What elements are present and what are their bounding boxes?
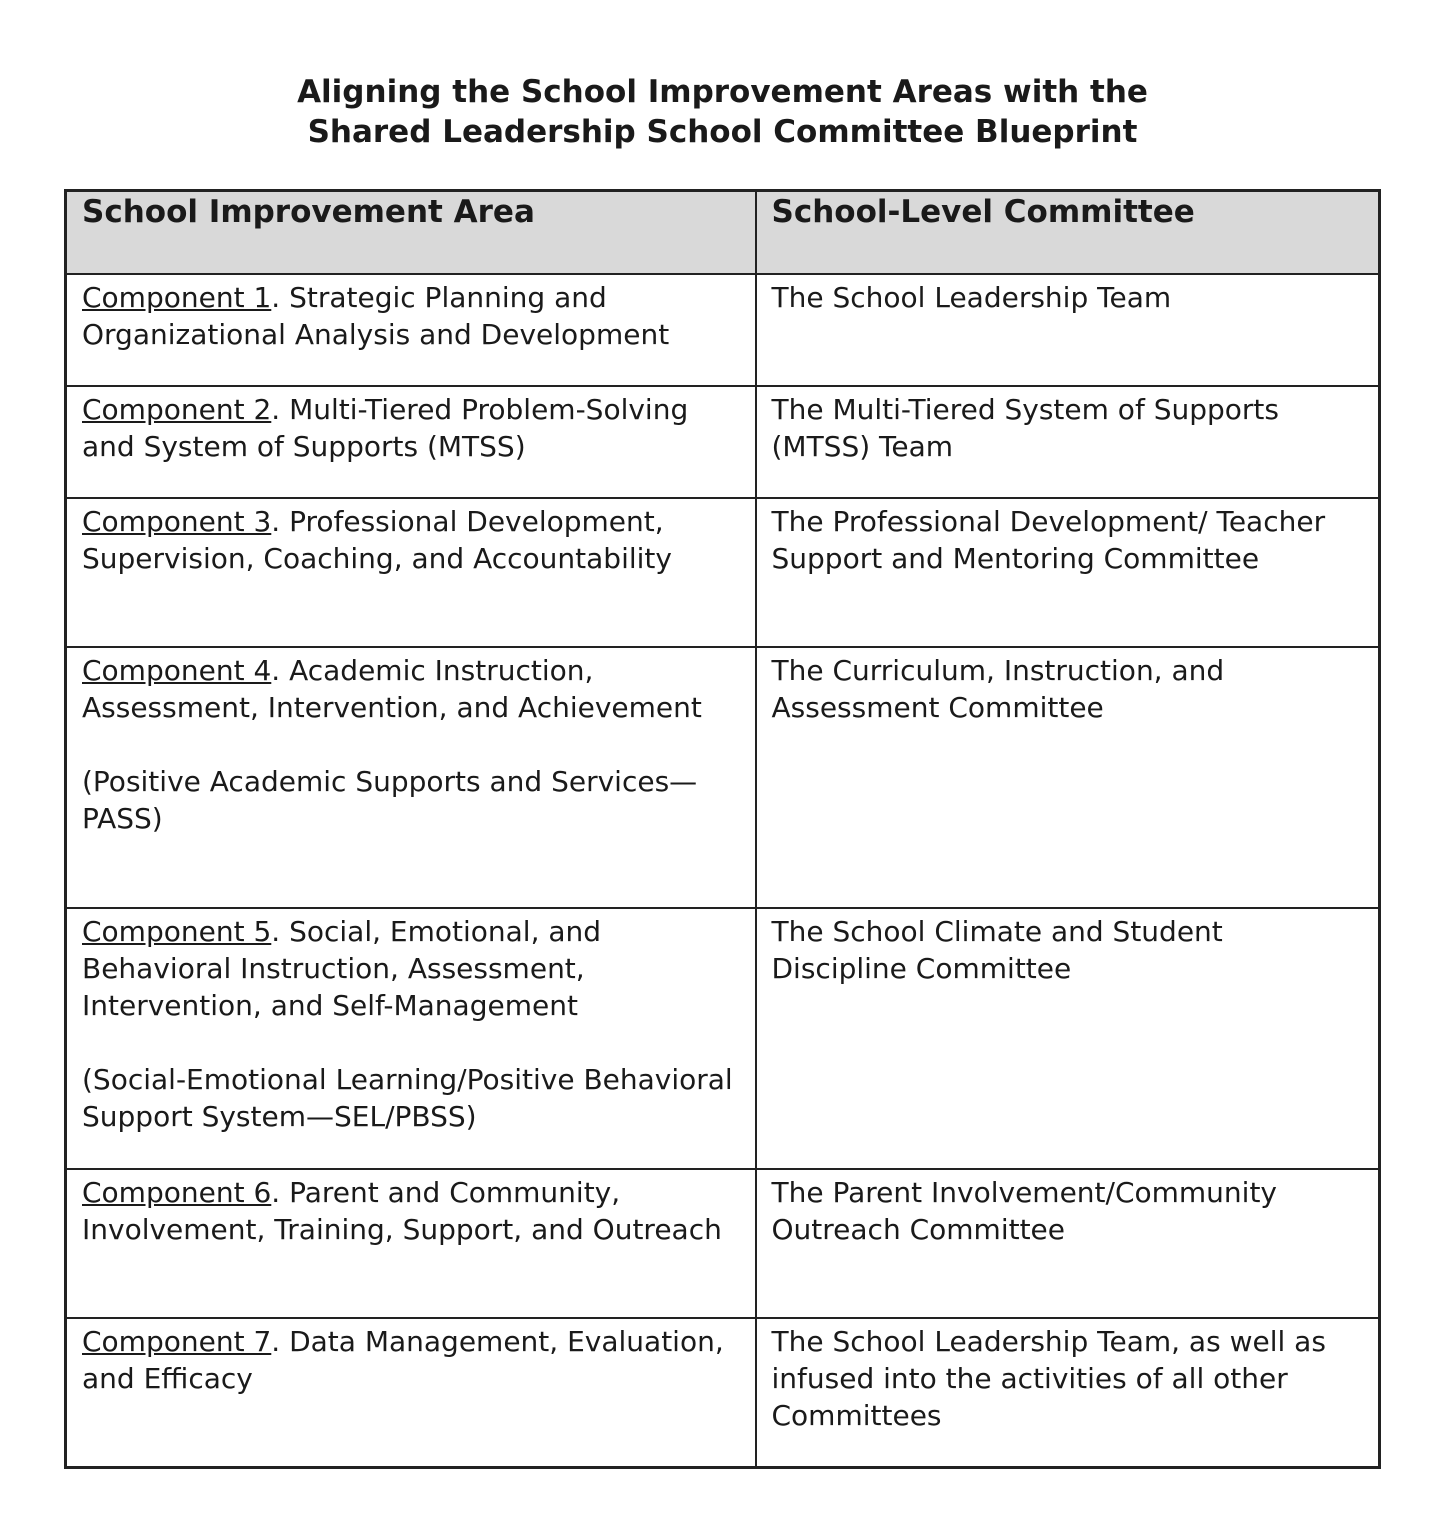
component-label: Component 7 xyxy=(82,1324,272,1358)
header-improvement-area: School Improvement Area xyxy=(66,191,756,274)
title-line-2: Shared Leadership School Committee Blueprint xyxy=(307,114,1138,150)
improvement-area-cell xyxy=(66,498,756,647)
area-description: . Data Management, Evaluation, and Efficacy xyxy=(82,1324,724,1395)
table-row xyxy=(66,1318,1380,1468)
alignment-table xyxy=(64,189,1381,1469)
improvement-area-cell xyxy=(66,386,756,498)
component-label: Component 1 xyxy=(82,280,272,314)
improvement-area-cell xyxy=(66,908,756,1169)
component-label: Component 6 xyxy=(82,1175,272,1209)
committee-cell: The School Climate and Student Discipline Committee xyxy=(756,908,1380,1169)
table-row xyxy=(66,498,1380,647)
improvement-area-cell xyxy=(66,647,756,908)
component-label: Component 3 xyxy=(82,504,272,538)
area-note: (Positive Academic Supports and Services—PASS) xyxy=(82,764,698,835)
table-row xyxy=(66,647,1380,908)
header-committee: School-Level Committee xyxy=(756,191,1380,274)
area-description: . Academic Instruction, Assessment, Intervention, and Achievement xyxy=(82,653,702,724)
area-description: . Strategic Planning and Organizational Analysis and Development xyxy=(82,280,670,351)
area-description: . Social, Emotional, and Behavioral Instruction, Assessment, Intervention, and Self-Management xyxy=(82,914,602,1022)
committee-cell: The Parent Involvement/Community Outreach Committee xyxy=(756,1169,1380,1318)
title-line-1: Aligning the School Improvement Areas with the xyxy=(297,74,1148,110)
table-row xyxy=(66,908,1380,1169)
area-description: . Professional Development, Supervision, Coaching, and Accountability xyxy=(82,504,672,575)
component-label: Component 2 xyxy=(82,392,272,426)
improvement-area-cell xyxy=(66,1169,756,1318)
component-label: Component 5 xyxy=(82,914,272,948)
committee-cell: The School Leadership Team, as well as infused into the activities of all other Committees xyxy=(756,1318,1380,1468)
area-description: . Multi-Tiered Problem-Solving and System of Supports (MTSS) xyxy=(82,392,689,463)
table-row xyxy=(66,274,1380,386)
improvement-area-cell xyxy=(66,1318,756,1468)
committee-cell: The School Leadership Team xyxy=(756,274,1380,386)
committee-cell: The Professional Development/ Teacher Support and Mentoring Committee xyxy=(756,498,1380,647)
committee-cell: The Multi-Tiered System of Supports (MTSS) Team xyxy=(756,386,1380,498)
area-note: (Social-Emotional Learning/Positive Behavioral Support System—SEL/PBSS) xyxy=(82,1062,733,1133)
table-row xyxy=(66,1169,1380,1318)
improvement-area-cell xyxy=(66,274,756,386)
area-description: . Parent and Community, Involvement, Training, Support, and Outreach xyxy=(82,1175,722,1246)
table-row xyxy=(66,386,1380,498)
page-title xyxy=(0,72,1445,152)
committee-cell: The Curriculum, Instruction, and Assessment Committee xyxy=(756,647,1380,908)
header-row xyxy=(66,191,1380,274)
component-label: Component 4 xyxy=(82,653,272,687)
